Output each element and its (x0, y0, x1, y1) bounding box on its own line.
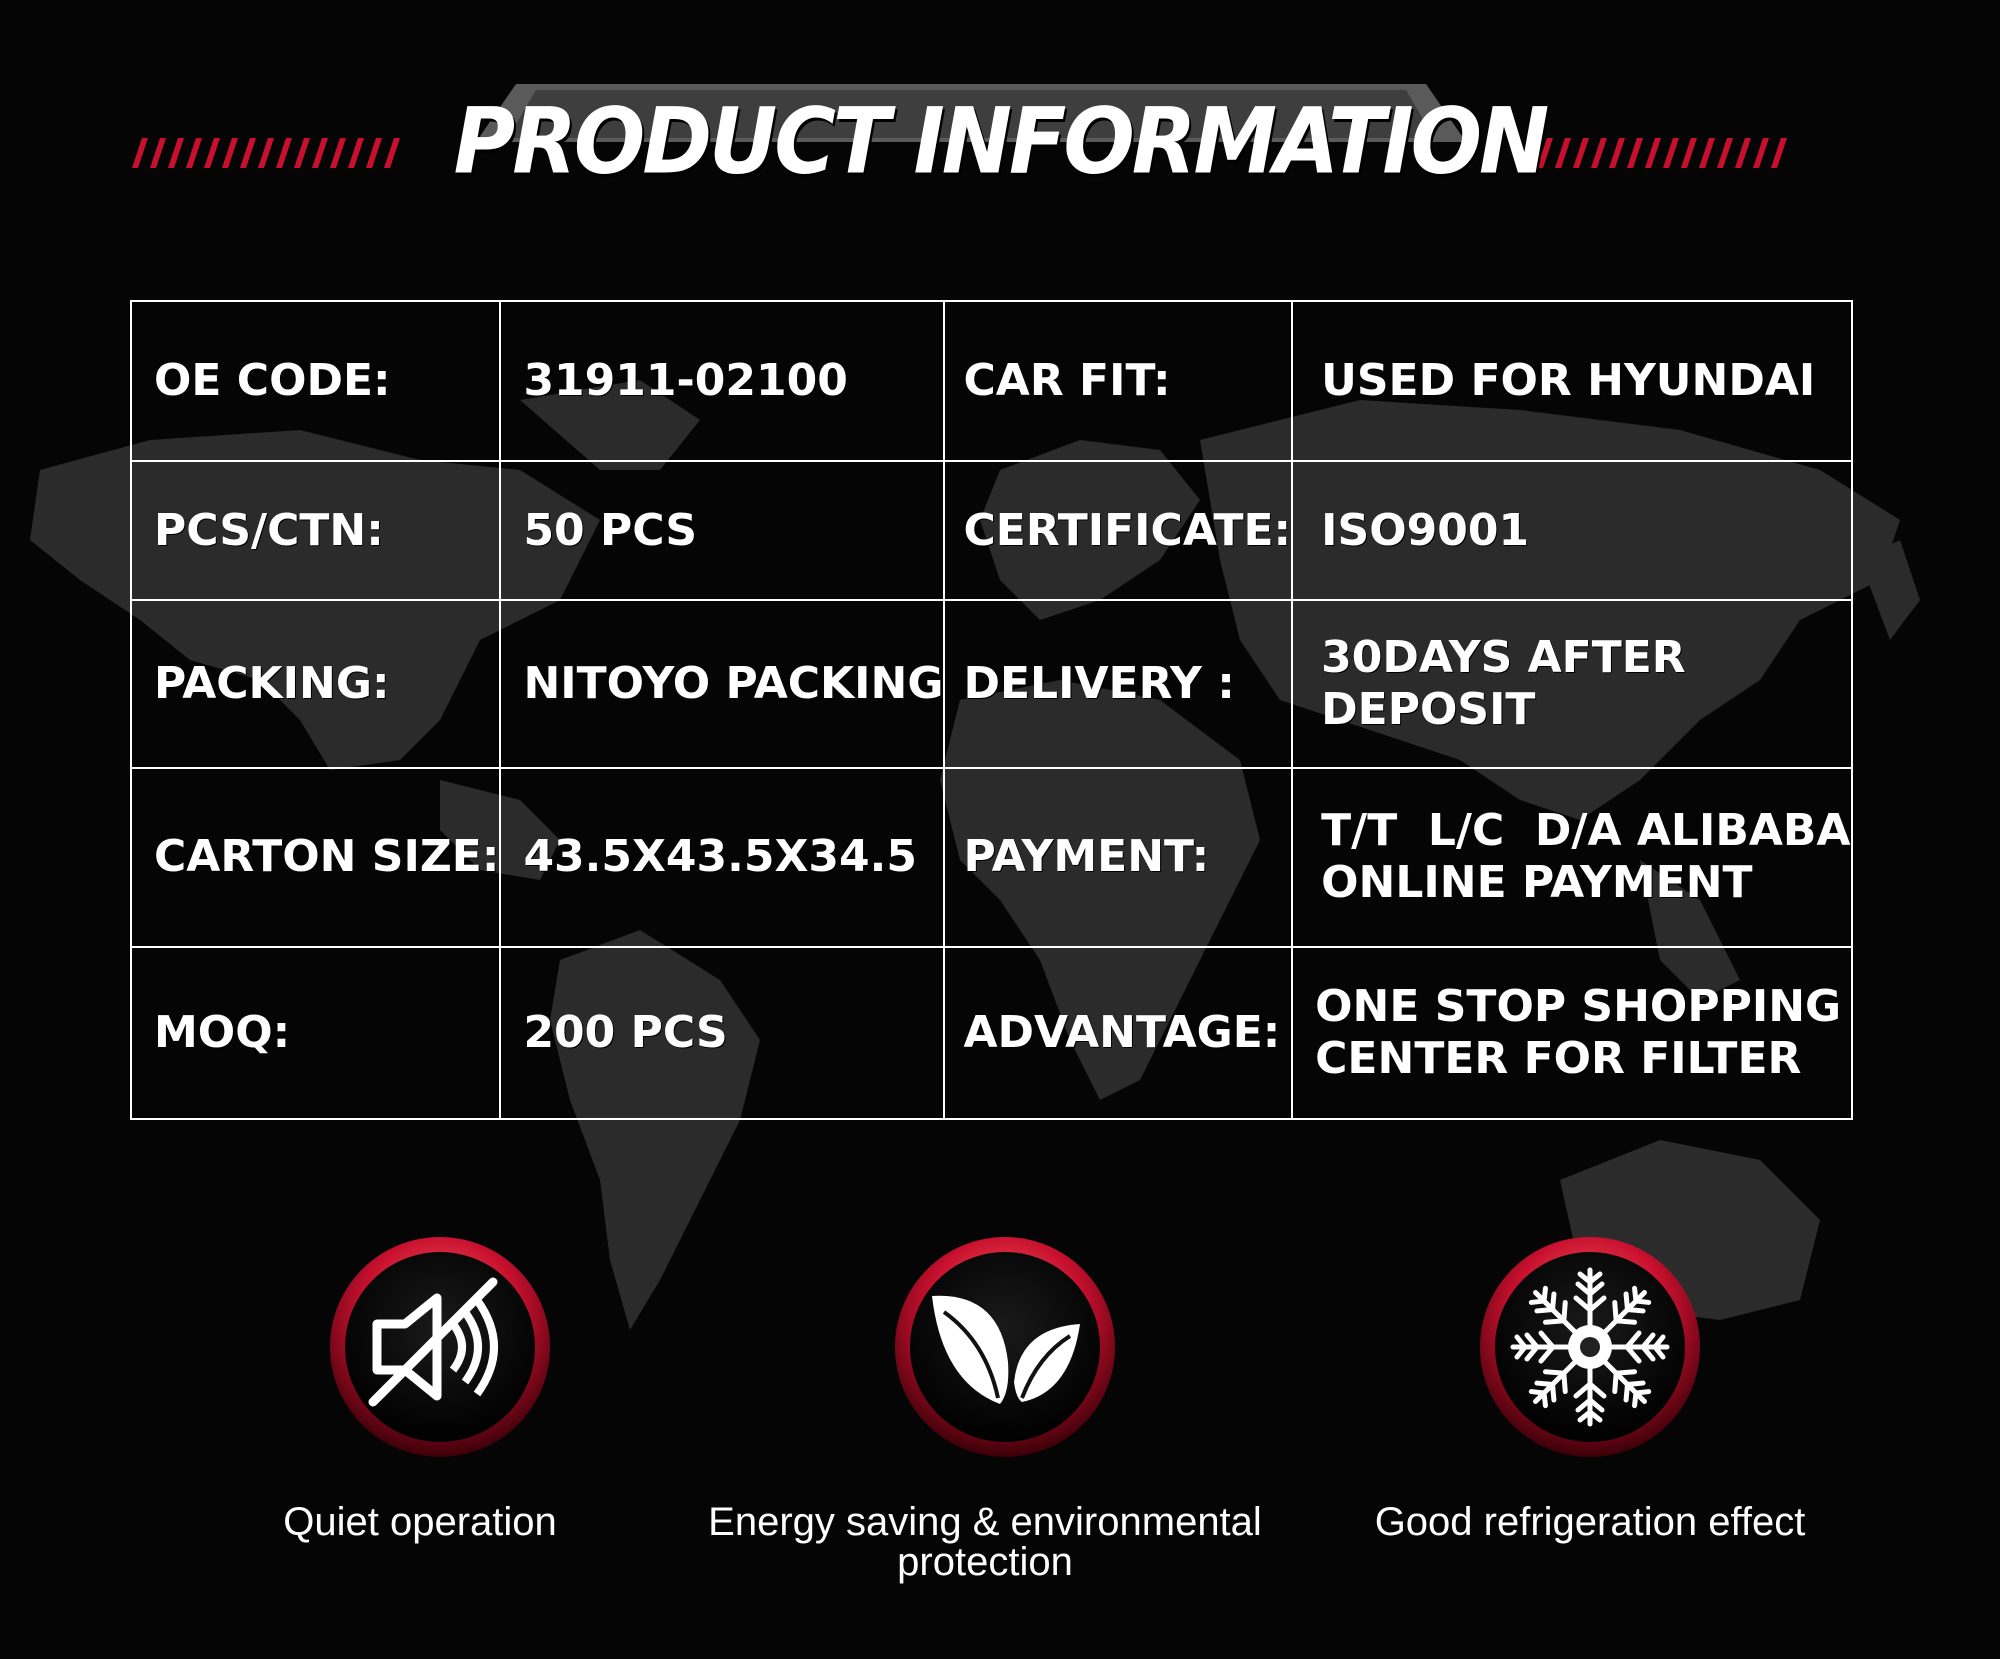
feature-label-refrigeration: Good refrigeration effect (1374, 1500, 1806, 1544)
table-row (131, 600, 1852, 768)
label-cell: ADVANTAGE: (944, 947, 1292, 1119)
value-line: DEPOSIT (1321, 683, 1536, 735)
value-cell: NITOYO PACKING (500, 600, 944, 768)
value-cell: 31911-02100 (500, 301, 944, 461)
label-cell: CERTIFICATE: (944, 461, 1292, 599)
label-cell: OE CODE: (131, 301, 500, 461)
muted-speaker-icon (325, 1232, 555, 1462)
feature-label-line: protection (897, 1540, 1073, 1584)
feature-energy (890, 1232, 1120, 1462)
feature-label-energy (640, 1502, 1330, 1582)
table-row (131, 461, 1852, 599)
label-cell: PAYMENT: (944, 768, 1292, 946)
value-cell: 43.5X43.5X34.5 (500, 768, 944, 946)
value-cell (1292, 600, 1851, 768)
label-cell: MOQ: (131, 947, 500, 1119)
value-line: ONE STOP SHOPPING (1315, 980, 1842, 1032)
value-cell (1292, 947, 1851, 1119)
value-line: 30DAYS AFTER (1321, 631, 1686, 683)
label-cell: PACKING: (131, 600, 500, 768)
feature-refrigeration (1475, 1232, 1705, 1462)
feature-label-quiet: Quiet operation (283, 1500, 557, 1544)
table-row (131, 947, 1852, 1119)
value-cell: 50 PCS (500, 461, 944, 599)
feature-label-line: Energy saving & environmental (708, 1500, 1262, 1544)
value-line: ONLINE PAYMENT (1321, 857, 1753, 909)
label-cell: CARTON SIZE: (131, 768, 500, 946)
table-row (131, 301, 1852, 461)
page-title: PRODUCT INFORMATION (453, 88, 1547, 194)
leaves-icon (890, 1232, 1120, 1462)
feature-quiet (325, 1232, 555, 1462)
label-cell: CAR FIT: (944, 301, 1292, 461)
product-info-table (130, 300, 1853, 1120)
label-cell: DELIVERY : (944, 600, 1292, 768)
value-cell: 200 PCS (500, 947, 944, 1119)
label-cell: PCS/CTN: (131, 461, 500, 599)
value-cell: USED FOR HYUNDAI (1292, 301, 1851, 461)
snowflake-icon (1475, 1232, 1705, 1462)
value-line: T/T L/C D/A ALIBABA (1321, 805, 1851, 857)
table-row (131, 768, 1852, 946)
value-cell (1292, 768, 1851, 946)
value-cell: ISO9001 (1292, 461, 1851, 599)
value-line: CENTER FOR FILTER (1315, 1032, 1802, 1084)
